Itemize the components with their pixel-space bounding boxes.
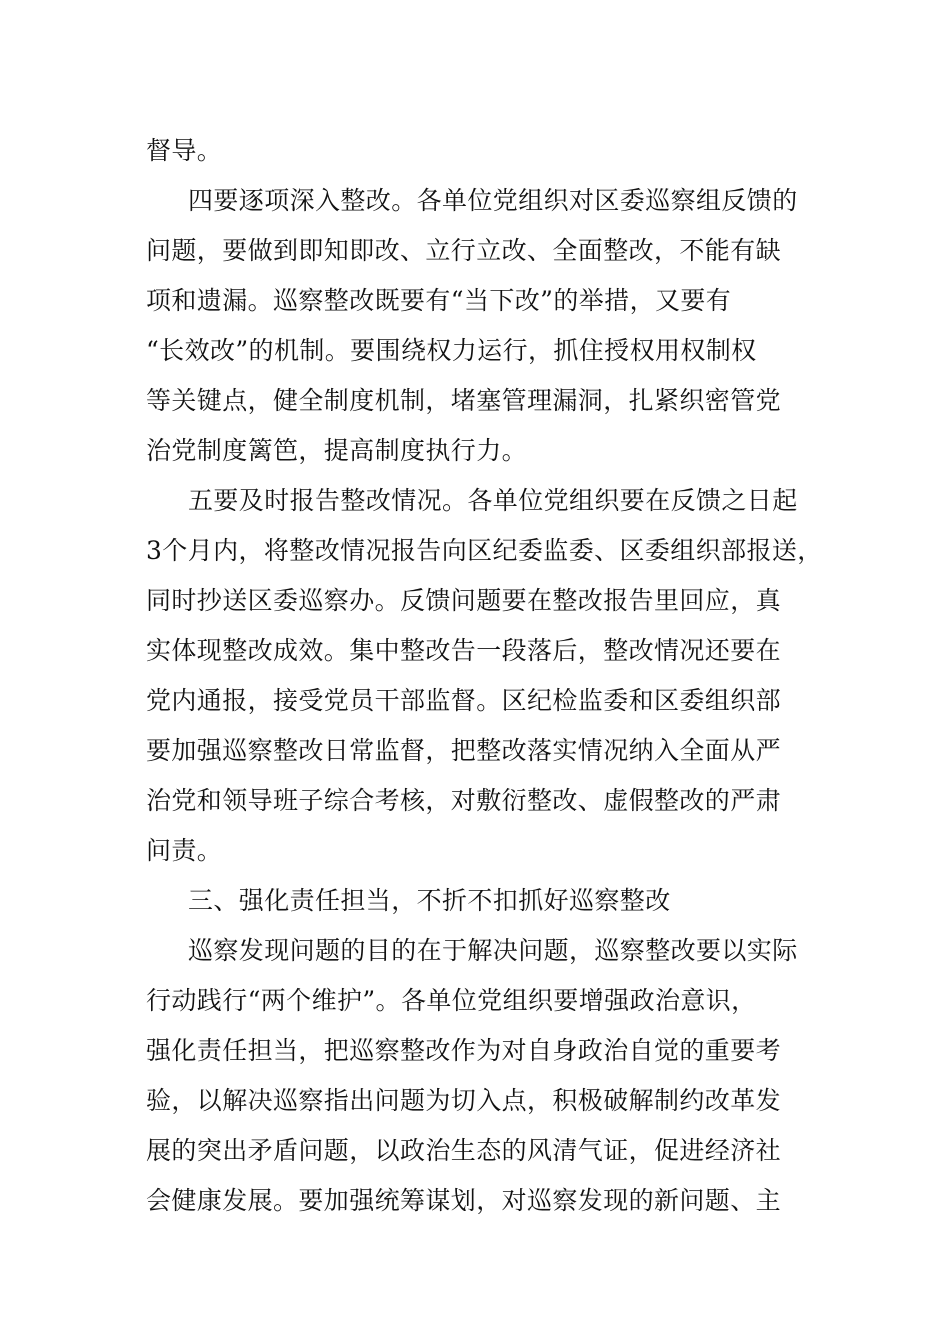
text-line: 要加强巡察整改日常监督，把整改落实情况纳入全面从严 [146,736,782,765]
section-heading: 三、强化责任担当，不折不扣抓好巡察整改 [188,886,671,915]
text-line: 四要逐项深入整改。各单位党组织对区委巡察组反馈的 [188,186,798,215]
text-line: 治党制度篱笆，提高制度执行力。 [146,436,528,465]
text-line: 治党和领导班子综合考核，对敷衍整改、虚假整改的严肃 [146,786,782,815]
text-line: 实体现整改成效。集中整改告一段落后，整改情况还要在 [146,636,782,665]
text-line: 强化责任担当，把巡察整改作为对自身政治自觉的重要考 [146,1036,782,1065]
text-line: 项和遗漏。巡察整改既要有“当下改”的举措，又要有 [146,286,732,315]
text-line: 同时抄送区委巡察办。反馈问题要在整改报告里回应，真 [146,586,782,615]
text-line: 巡察发现问题的目的在于解决问题，巡察整改要以实际 [188,936,798,965]
text-line: 会健康发展。要加强统筹谋划，对巡察发现的新问题、主 [146,1186,782,1215]
text-line: 行动践行“两个维护”。各单位党组织要增强政治意识， [146,986,757,1015]
text-line: 督导。 [146,136,223,165]
text-line: 等关键点，健全制度机制，堵塞管理漏洞，扎紧织密管党 [146,386,782,415]
text-line: 五要及时报告整改情况。各单位党组织要在反馈之日起 [188,486,798,515]
text-line: 验，以解决巡察指出问题为切入点，积极破解制约改革发 [146,1086,782,1115]
text-line: 党内通报，接受党员干部监督。区纪检监委和区委组织部 [146,686,782,715]
text-line: “长效改”的机制。要围绕权力运行，抓住授权用权制权 [146,336,757,365]
text-line: 展的突出矛盾问题，以政治生态的风清气证，促进经济社 [146,1136,782,1165]
text-line: 问责。 [146,836,223,865]
text-line: 3个月内，将整改情况报告向区纪委监委、区委组织部报送， [146,536,823,565]
text-line: 问题，要做到即知即改、立行立改、全面整改，不能有缺 [146,236,782,265]
